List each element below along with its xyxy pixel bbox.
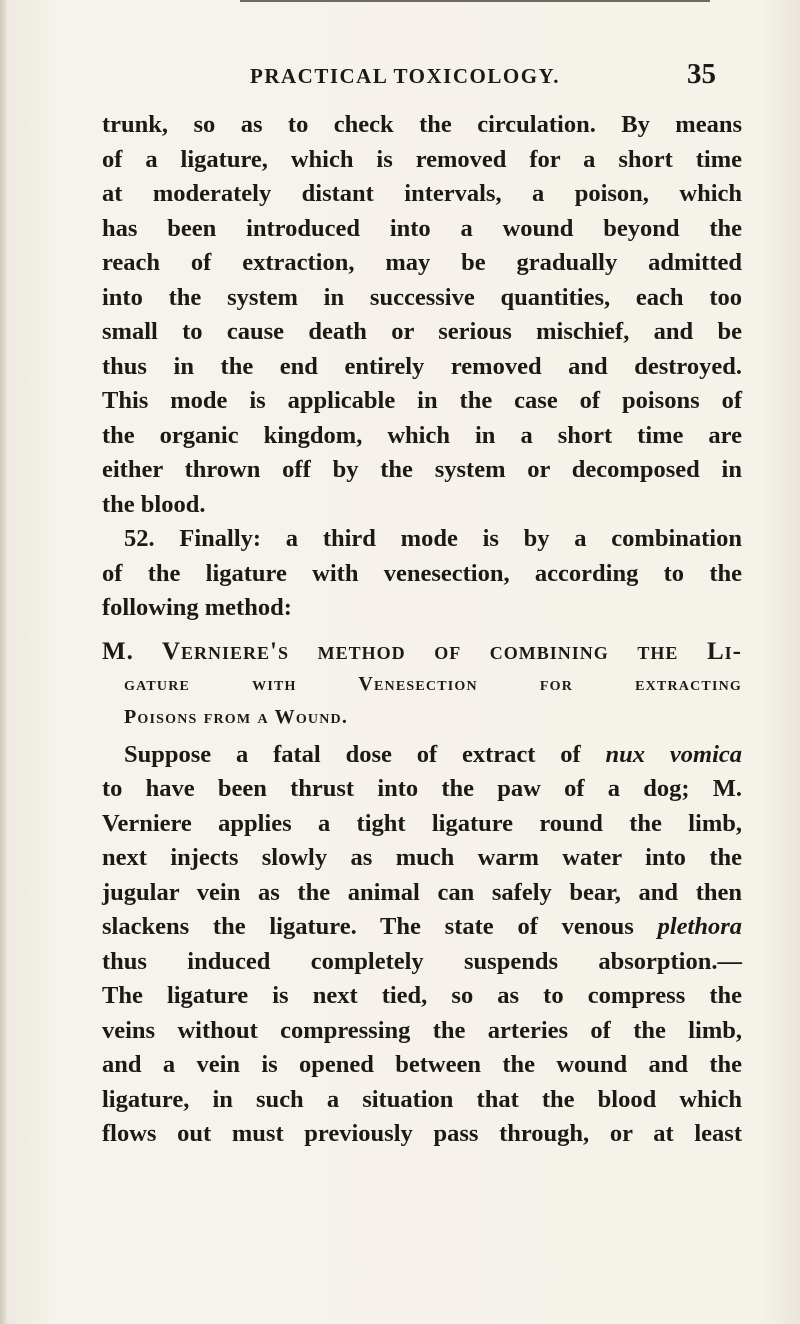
text-line: of a ligature, which is removed for a short time [102,145,742,173]
heading-line: Poisons from a Wound. [124,705,349,728]
text-line: veins without compressing the arteries of the limb, [102,1016,742,1044]
text-line: either thrown off by the system or decomposed in [102,456,742,483]
text-line: and a vein is opened between the wound and the [102,1051,742,1078]
text-line: ligature, in such a situation that the blood which [102,1085,742,1113]
text-line: This mode is applicable in the case of poisons of [102,387,742,414]
text-segment: Suppose a fatal dose of extract of [124,740,606,768]
text-line: trunk, so as to check the circulation. By means [102,111,742,138]
text-line: the blood. [102,490,206,518]
text-line: thus in the end entirely removed and destroyed. [102,352,742,380]
text-line [102,738,742,773]
text-line: the organic kingdom, which in a short time are [102,421,742,449]
paragraph-3 [102,738,742,1152]
text-line [102,910,742,945]
text-line: small to cause death or serious mischief, and be [102,318,742,345]
text-line: at moderately distant intervals, a poison, which [102,180,742,207]
text-line: flows out must previously pass through, or at least [102,1120,742,1147]
paragraph-2 [102,522,742,626]
text-segment: slackens the ligature. The state of venous [102,913,658,940]
heading-line: M. Verniere's method of combining the Li- [102,637,742,665]
text-line: thus induced completely suspends absorption.— [102,947,742,975]
running-title: PRACTICAL TOXICOLOGY. [250,64,561,88]
text-line: 52. Finally: a third mode is by a combination [124,525,742,552]
text-line: Verniere applies a tight ligature round the limb, [102,809,742,837]
paragraph-1 [102,108,742,522]
page-number: 35 [687,58,716,90]
text-line: The ligature is next tied, so as to compress the [102,982,742,1009]
text-line: reach of extraction, may be gradually admitted [102,249,742,276]
binding-edge [0,0,7,1324]
section-heading [102,635,742,734]
italic-term: nux vomica [605,740,742,768]
top-rule [240,0,710,2]
text-line: of the ligature with venesection, according to the [102,559,742,587]
text-line: following method: [102,594,292,621]
body-text [102,108,742,1152]
text-line: to have been thrust into the paw of a dog; M. [102,775,742,802]
page-header [250,60,716,96]
heading-line: gature with Venesection for extracting [124,672,742,695]
italic-term: plethora [657,913,742,940]
text-line: into the system in successive quantities, each too [102,283,742,311]
text-line: has been introduced into a wound beyond the [102,214,742,242]
text-line: jugular vein as the animal can safely bear, and then [102,878,742,906]
text-line: next injects slowly as much warm water into the [102,844,742,871]
